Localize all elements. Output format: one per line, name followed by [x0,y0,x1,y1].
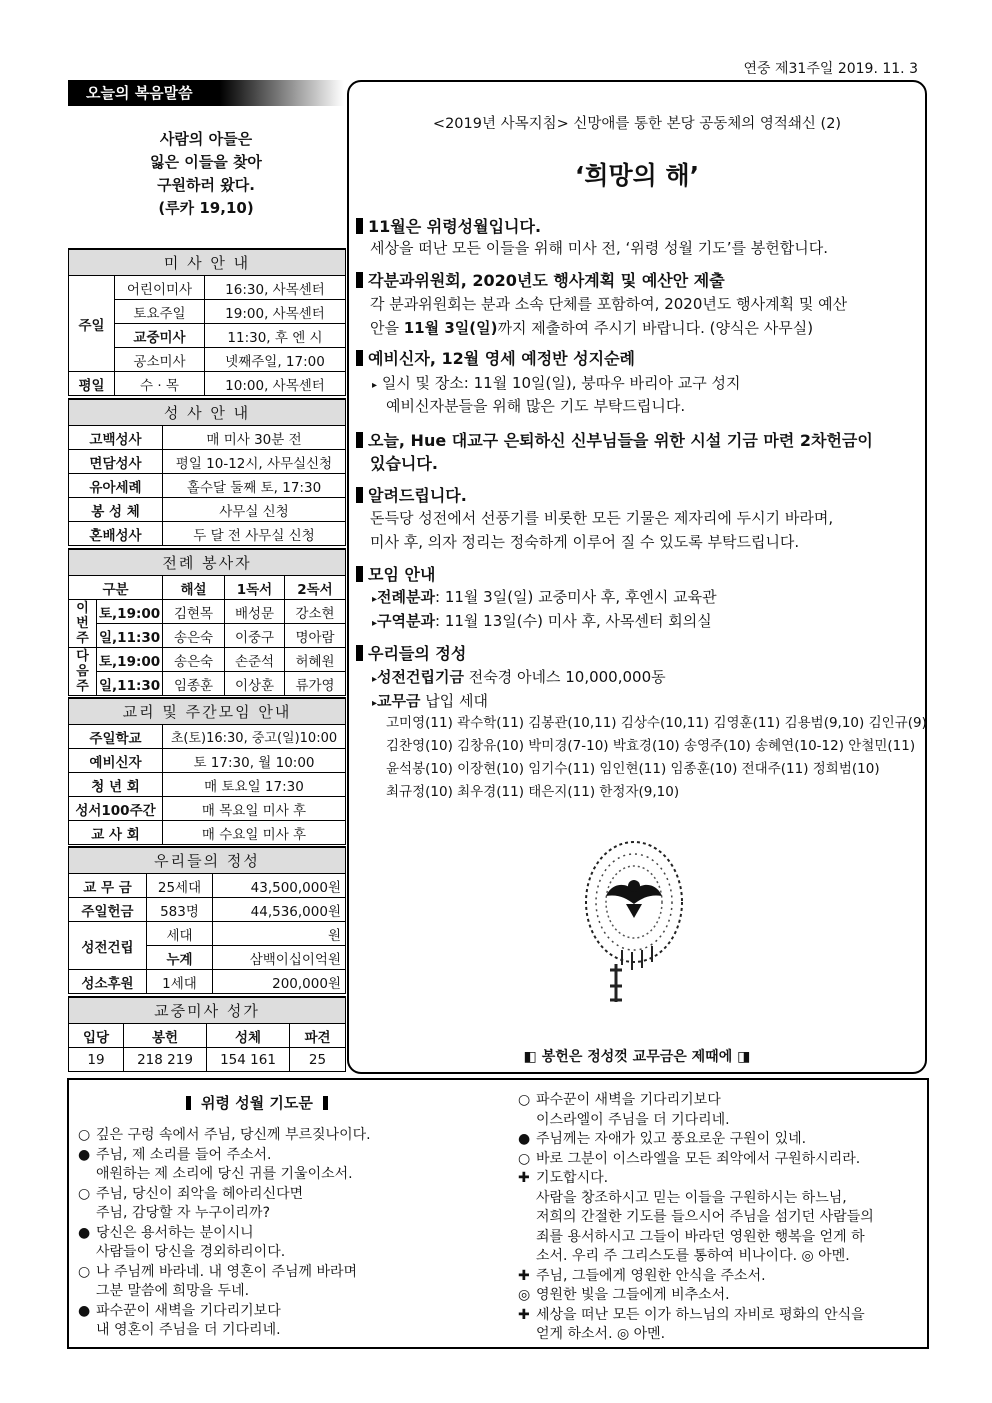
filled-circle-icon: ● [518,1131,531,1147]
holy-spirit-dove-icon [582,840,692,1010]
servers-header: 2독서 [285,576,346,600]
prayer-line [518,1150,860,1170]
prayer-line-text: 바로 그분이 이스라엘을 모든 죄악에서 구원하시리라. [536,1150,861,1167]
servers-cell: 송은숙 [163,648,225,672]
offering-section-title: 우리들의 정성 [69,847,346,874]
servers-cell: 배성문 [225,600,285,624]
mass-time: 11:30, 후 엔 시 [205,324,346,348]
next-week-label: 다음주 [69,648,97,696]
prayer-line [518,1091,721,1111]
triangle-bullet-icon: ▸ [372,594,378,605]
prayer-line-text: 나 주님께 바라네. 내 영혼이 주님께 바라며 [96,1263,358,1280]
servers-day: 일,11:30 [97,624,163,648]
section-marker-icon [356,218,363,234]
open-circle-icon: ○ [518,1150,531,1167]
section-heading [356,483,467,506]
policy-line: <2019년 사목지침> 신망애를 통한 본당 공동체의 영적쇄신 (2) [432,116,842,132]
offering-amount: 43,500,000원 [213,874,346,898]
bullet-item [372,610,712,631]
bullet-label: 성전건립기금 [377,668,464,686]
prayer-line [78,1224,254,1244]
hymn-header: 파견 [290,1024,346,1048]
servers-cell: 김현목 [163,600,225,624]
section-body: 예비신자분들을 위해 많은 기도 부탁드립니다. [386,397,686,415]
section-marker-icon [356,432,363,448]
servers-day: 일,11:30 [97,672,163,696]
cross-icon: ✚ [518,1267,530,1284]
prayer-line-text: 주님, 제 소리를 들어 주소서. [96,1146,272,1163]
prayer-line [78,1321,281,1341]
section-heading [356,562,435,585]
section-marker-icon [356,272,363,288]
bullet-text: : 11월 3일(일) 교중미사 후, 후엔시 교육관 [435,588,717,606]
prayer-line-text: 그분 말씀에 희망을 두네. [96,1283,250,1299]
sacrament-name: 면담성사 [69,450,163,474]
sacrament-value: 평일 10-12시, 사무실신청 [163,450,346,474]
prayer-line-text: 죄를 용서하시고 그들이 바라던 영원한 행복을 얻게 하 [536,1228,865,1245]
sacrament-name: 혼배성사 [69,522,163,546]
offering-name: 성소후원 [69,970,147,994]
donor-names-line: 고미영(11) 곽수학(11) 김봉관(10,11) 김상수(10,11) 김영훈(11) 김용범(9,10) 김인규(9) [386,715,927,731]
donor-names-line: 김찬영(10) 김창유(10) 박미경(7-10) 박효경(10) 송영주(10) 송혜연(10-12) 안철민(11) [386,738,916,754]
prayer-line-text: 내 영혼이 주님을 더 기다리네. [96,1322,281,1338]
hymn-header: 봉헌 [124,1024,207,1048]
prayer-line-text: 소서. 우리 주 그리스도를 통하여 비나이다. ◎ 아멘. [536,1248,850,1264]
gospel-verse-line: 구원하러 왔다. [157,176,255,194]
section-heading [356,428,873,451]
section-heading-text: 11월은 위령성월입니다. [368,217,542,236]
servers-header: 1독서 [225,576,285,600]
offering-count: 1세대 [147,970,213,994]
section-heading-text: 오늘, Hue 대교구 은퇴하신 신부님들을 위한 시설 기금 마련 2차헌금이 [368,431,873,450]
triangle-bullet-icon: ▸ [372,674,378,685]
section-heading [356,214,541,237]
bullet-text: 납입 세대 [420,692,489,710]
gospel-verse-line: 사람의 아들은 [159,130,253,148]
offering-amount: 44,536,000원 [213,898,346,922]
prayer-title [186,1092,328,1113]
hymn-header: 입당 [69,1024,124,1048]
open-circle-icon: ○ [78,1185,91,1202]
sacrament-name: 봉 성 체 [69,498,163,522]
education-name: 교 사 회 [69,821,163,845]
cross-icon: ✚ [518,1170,530,1186]
section-body-text: 까지 제출하여 주시기 바랍니다. (양식은 사무실) [497,319,814,337]
prayer-line-text: 이스라엘이 주님을 더 기다리네. [536,1111,730,1128]
title-marker-icon [186,1096,191,1110]
mass-name: 교중미사 [115,324,205,348]
prayer-line-text: 저희의 간절한 기도를 들으시어 주님을 섬기던 사람들의 [536,1209,874,1225]
education-name: 예비신자 [69,749,163,773]
sacrament-name: 고백성사 [69,426,163,450]
servers-cell: 임종훈 [163,672,225,696]
prayer-line-text: 애원하는 제 소리에 당신 귀를 기울이소서. [96,1166,353,1182]
education-name: 청 년 회 [69,773,163,797]
prayer-line [78,1204,270,1224]
open-circle-icon: ○ [78,1263,91,1280]
sacrament-name: 유아세례 [69,474,163,498]
education-table [68,697,346,845]
prayer-line [518,1208,874,1228]
deadline-date: 11월 3일(일) [403,319,498,337]
education-name: 성서100주간 [69,797,163,821]
mass-name: 수 · 목 [115,372,205,396]
prayer-line [518,1111,730,1131]
education-name: 주일학교 [69,725,163,749]
servers-header: 해설 [163,576,225,600]
prayer-line [518,1286,730,1306]
bullet-label: 구역분과 [377,612,435,630]
bullet-item [372,586,717,607]
prayer-line-text: 주님, 감당할 자 누구이리까? [96,1205,270,1221]
prayer-line [78,1282,249,1302]
mass-section-title: 미 사 안 내 [69,249,346,276]
triangle-bullet-icon: ▸ [372,380,378,391]
gospel-banner: 오늘의 복음말씀 [68,80,344,106]
prayer-line [518,1306,865,1326]
section-heading-continued: 있습니다. [370,454,438,473]
section-marker-icon [356,645,363,661]
education-section-title: 교리 및 주간모임 안내 [69,698,346,725]
prayer-line [518,1130,806,1150]
offering-amount: 200,000원 [213,970,346,994]
section-heading [356,346,635,369]
section-marker-icon [356,350,363,366]
mass-name: 공소미사 [115,348,205,372]
bullet-item [372,666,666,687]
servers-cell: 류가영 [285,672,346,696]
year-title: ‘희망의 해’ [574,161,700,190]
section-body: 각 분과위원회는 분과 소속 단체를 포함하여, 2020년도 행사계획 및 예산 [370,295,848,313]
sacrament-value: 홀수달 둘째 토, 17:30 [163,474,346,498]
prayer-line-text: 주님, 당신이 죄악을 헤아리신다면 [96,1185,304,1202]
prayer-line [78,1185,303,1205]
section-marker-icon [356,487,363,503]
offering-table [68,846,346,994]
prayer-line-text: 당신은 용서하는 분이시니 [96,1224,254,1241]
donor-names-line: 최규정(10) 최우경(11) 태은지(11) 한정자(9,10) [386,784,680,800]
offering-count: 583명 [147,898,213,922]
servers-day: 토,19:00 [97,648,163,672]
education-value: 매 수요일 미사 후 [163,821,346,845]
bullet-text: 전숙경 아네스 10,000,000동 [463,668,666,686]
section-heading-text: 알려드립니다. [368,486,467,505]
bullet-item [372,372,740,393]
mass-time: 10:00, 사목센터 [205,372,346,396]
mass-time: 16:30, 사목센터 [205,276,346,300]
section-marker-icon [356,566,363,582]
building-row-label: 누계 [147,946,213,970]
servers-cell: 손준석 [225,648,285,672]
hymn-number: 25 [290,1048,346,1072]
gospel-verse [68,128,344,220]
gospel-verse-line: 잃은 이들을 찾아 [150,153,262,171]
education-value: 토 17:30, 월 10:00 [163,749,346,773]
mass-table [68,248,346,396]
prayer-line [518,1325,665,1345]
bullet-text: : 11월 13일(수) 미사 후, 사목센터 회의실 [435,612,712,630]
building-row-value: 삼백이십이억원 [213,946,346,970]
section-heading-text: 예비신자, 12월 영세 예정반 성지순례 [368,349,636,368]
prayer-line [78,1126,371,1146]
section-heading-text: 모임 안내 [368,565,436,584]
servers-cell: 강소현 [285,600,346,624]
servers-header: 구분 [69,576,163,600]
bullet-text: 일시 및 장소: 11월 10일(일), 붕따우 바리아 교구 성지 [381,374,741,392]
sacrament-value: 두 달 전 사무실 신청 [163,522,346,546]
offering-name: 주일헌금 [69,898,147,922]
hymns-section-title: 교중미사 성가 [69,997,346,1024]
triangle-bullet-icon: ▸ [372,698,378,709]
hymns-table [68,996,346,1072]
prayer-line-text: 파수꾼이 새벽을 기다리기보다 [96,1302,281,1319]
prayer-line [518,1247,850,1267]
sacrament-table [68,398,346,546]
mass-name: 토요주일 [115,300,205,324]
offering-name: 교 무 금 [69,874,147,898]
prayer-line-text: 사람을 창조하시고 믿는 이들을 구원하시는 하느님, [536,1189,847,1206]
building-fund-label: 성전건립 [69,922,147,970]
donor-names-line: 윤석봉(10) 이장현(10) 임기수(11) 임인현(11) 임종훈(10) 전대주(11) 정희범(10) [386,761,880,777]
prayer-line-text: 얻게 하소서. ◎ 아멘. [536,1326,666,1342]
building-row-label: 세대 [147,922,213,946]
prayer-line [78,1146,271,1166]
double-circle-icon: ◎ [518,1287,531,1303]
filled-circle-icon: ● [78,1224,91,1241]
section-heading [356,268,725,291]
section-heading [356,641,466,664]
servers-table [68,548,346,696]
bullet-label: 전례분과 [377,588,435,606]
servers-cell: 명아람 [285,624,346,648]
prayer-line-text: 세상을 떠난 모든 이가 하느님의 자비로 평화의 안식을 [536,1306,865,1323]
prayer-line [518,1189,847,1209]
servers-section-title: 전례 봉사자 [69,549,346,576]
sunday-label: 주일 [69,276,115,372]
prayer-line-text: 기도합시다. [536,1170,609,1186]
prayer-line [78,1243,285,1263]
prayer-line [518,1169,608,1189]
prayer-title-text: 위령 성월 기도문 [201,1094,313,1112]
sacrament-value: 매 미사 30분 전 [163,426,346,450]
section-heading-text: 각분과위원회, 2020년도 행사계획 및 예산안 제출 [368,271,725,290]
open-circle-icon: ○ [518,1092,531,1108]
weekday-label: 평일 [69,372,115,396]
hymn-number: 19 [69,1048,124,1072]
education-value: 초(토)16:30, 중고(일)10:00 [163,725,346,749]
gospel-verse-line: (루카 19,10) [158,199,254,217]
education-value: 매 토요일 17:30 [163,773,346,797]
sacrament-section-title: 성 사 안 내 [69,399,346,426]
title-marker-icon [323,1096,328,1110]
section-body: 세상을 떠난 모든 이들을 위해 미사 전, ‘위령 성월 기도’를 봉헌합니다. [370,239,828,257]
prayer-line [78,1302,281,1322]
triangle-bullet-icon: ▸ [372,618,378,629]
servers-cell: 이중구 [225,624,285,648]
prayer-line-text: 사람들이 당신을 경외하리이다. [96,1244,286,1260]
sacrament-value: 사무실 신청 [163,498,346,522]
open-circle-icon: ○ [78,1127,91,1143]
section-body: 미사 후, 의자 정리는 정숙하게 이루어 질 수 있도록 부탁드립니다. [370,533,800,551]
left-bracket-icon: ◧ [523,1049,537,1065]
mass-time: 넷째주일, 17:00 [205,348,346,372]
section-body: 돈득당 성전에서 선풍기를 비롯한 모든 기물은 제자리에 두시기 바라며, [370,509,834,527]
education-value: 매 목요일 미사 후 [163,797,346,821]
mass-name: 어린이미사 [115,276,205,300]
closing-text: 봉헌은 정성껏 교무금은 제때에 [541,1049,733,1065]
servers-cell: 허혜원 [285,648,346,672]
filled-circle-icon: ● [78,1146,91,1163]
hymn-header: 성체 [207,1024,290,1048]
filled-circle-icon: ● [78,1302,91,1319]
mass-time: 19:00, 사목센터 [205,300,346,324]
prayer-line-text: 주님, 그들에게 영원한 안식을 주소서. [536,1267,766,1284]
offering-count: 25세대 [147,874,213,898]
prayer-line-text: 파수꾼이 새벽을 기다리기보다 [536,1092,721,1108]
building-row-value: 원 [213,922,346,946]
prayer-line-text: 영원한 빛을 그들에게 비추소서. [536,1287,730,1303]
hymn-number: 154 161 [207,1048,290,1072]
closing-line [350,1046,924,1066]
issue-date: 연중 제31주일 2019. 11. 3 [743,61,918,77]
hymn-number: 218 219 [124,1048,207,1072]
bullet-item [372,690,488,711]
prayer-line [78,1165,353,1185]
bullet-label: 교무금 [377,692,421,710]
servers-cell: 송은숙 [163,624,225,648]
prayer-line-text: 깊은 구렁 속에서 주님, 당신께 부르짖나이다. [96,1127,371,1143]
section-body [370,316,813,340]
prayer-line [78,1263,357,1283]
servers-day: 토,19:00 [97,600,163,624]
section-body-text: 안을 [370,319,404,337]
donor-names [386,712,927,804]
prayer-line-text: 주님께는 자애가 있고 풍요로운 구원이 있네. [536,1131,807,1147]
prayer-line [518,1228,865,1248]
section-heading-text: 우리들의 정성 [368,644,467,663]
servers-cell: 이상훈 [225,672,285,696]
cross-icon: ✚ [518,1306,530,1323]
prayer-line [518,1267,766,1287]
this-week-label: 이번주 [69,600,97,648]
right-bracket-icon: ◨ [737,1049,751,1065]
